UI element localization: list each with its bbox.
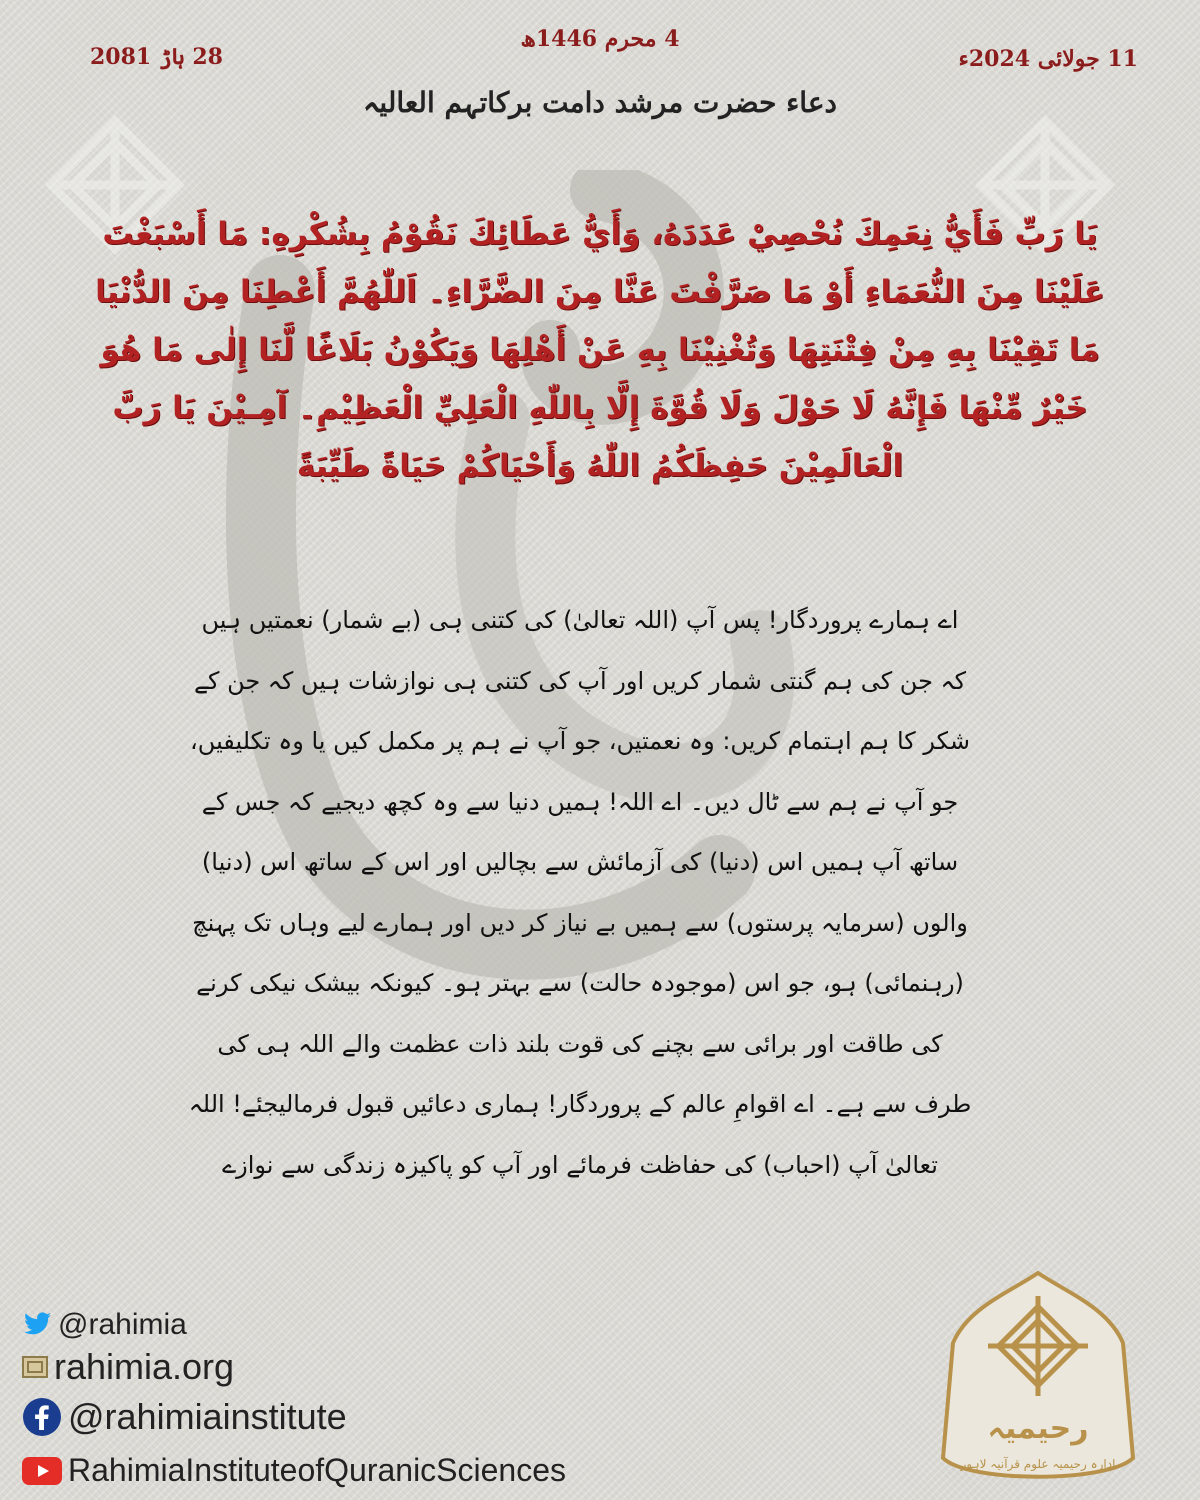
website-icon: [22, 1356, 48, 1378]
facebook-handle-text: @rahimiainstitute: [68, 1396, 347, 1437]
rahimia-logo: [918, 1268, 1158, 1493]
facebook-link[interactable]: [22, 1396, 347, 1438]
twitter-handle-text: @rahimia: [58, 1308, 187, 1341]
youtube-link[interactable]: [22, 1452, 566, 1489]
dua-arabic-text: يَا رَبِّ فَأَيُّ نِعَمِكَ نُحْصِيْ عَدَدَهُ، وَأَيُّ عَطَائِكَ نَقُوْمُ بِشُكْرِهِ: مَا أَسْبَغْتَ عَلَيْنَا مِنَ النُّعَمَاءِ أَوْ مَا صَرَّفْتَ عَنَّا مِنَ الضَّرَّاءِ۔ اَللّٰهُمَّ أَعْطِنَا مِنَ الدُّنْيَا مَا تَقِيْنَا بِهِ مِنْ فِتْنَتِهَا وَتُغْنِيْنَا بِهِ عَنْ أَهْلِهَا وَيَكُوْنُ بَلَاغًا لَّنَا إِلٰى مَا هُوَ خَيْرٌ مِّنْهَا فَإِنَّهُ لَا حَوْلَ وَلَا قُوَّةَ إِلَّا بِاللّٰهِ الْعَلِيِّ الْعَظِيْمِ۔ آمِـيْنَ يَا رَبَّ الْعَالَمِيْنَ حَفِظَكُمُ اللّٰهُ وَأَحْيَاكُمْ حَيَاةً طَيِّبَةً: [95, 216, 1105, 484]
youtube-icon: [22, 1457, 62, 1485]
youtube-channel-text: RahimiaInstituteofQuranicSciences: [68, 1452, 567, 1488]
facebook-icon: [22, 1397, 62, 1437]
logo-name: رحیمیہ: [987, 1411, 1089, 1446]
website-link[interactable]: [22, 1346, 234, 1388]
website-text: rahimia.org: [54, 1346, 235, 1387]
page-title: دعاء حضرت مرشد دامت برکاتہم العالیہ: [362, 86, 838, 119]
gregorian-date: 11 جولائی 2024ء: [958, 46, 1138, 72]
twitter-bird-icon: [22, 1312, 52, 1338]
logo-tagline: ادارہ رحیمیہ علوم قرآنیہ لاہور: [960, 1457, 1116, 1471]
hijri-date: 4 محرم 1446ھ: [520, 26, 680, 52]
twitter-handle[interactable]: [22, 1308, 187, 1342]
bikrami-date: 28 ہاڑ 2081: [90, 44, 223, 70]
dua-urdu-translation: اے ہمارے پروردگار! پس آپ (اللہ تعالیٰ) کی کتنی ہی (بے شمار) نعمتیں ہیں کہ جن کی ہم گنتی شمار کریں اور آپ کی کتنی ہی نوازشات ہیں کہ جن کے شکر کا ہم اہتمام کریں: وہ نعمتیں، جو آپ نے ہم پر مکمل کیں یا وہ تکلیفیں، جو آپ نے ہم سے ٹال دیں۔ اے اللہ! ہمیں دنیا سے وہ کچھ دیجیے کہ جس کے ساتھ آپ ہمیں اس (دنیا) کی آزمائش سے بچالیں اور اس کے ساتھ اس (دنیا) والوں (سرمایہ پرستوں) سے ہمیں بے نیاز کر دیں اور ہمارے لیے وہاں تک پہنچ (رہنمائی) ہو، جو اس (موجودہ حالت) سے بہتر ہو۔ کیونکہ بیشک نیکی کرنے کی طاقت اور برائی سے بچنے کی قوت بلند ذات عظمت والے اللہ ہی کی طرف سے ہے۔ اے اقوامِ عالم کے پروردگار! ہماری دعائیں قبول فرمالیجئے! اللہ تعالیٰ آپ (احباب) کی حفاظت فرمائے اور آپ کو پاکیزہ زندگی سے نوازے: [188, 606, 972, 1179]
